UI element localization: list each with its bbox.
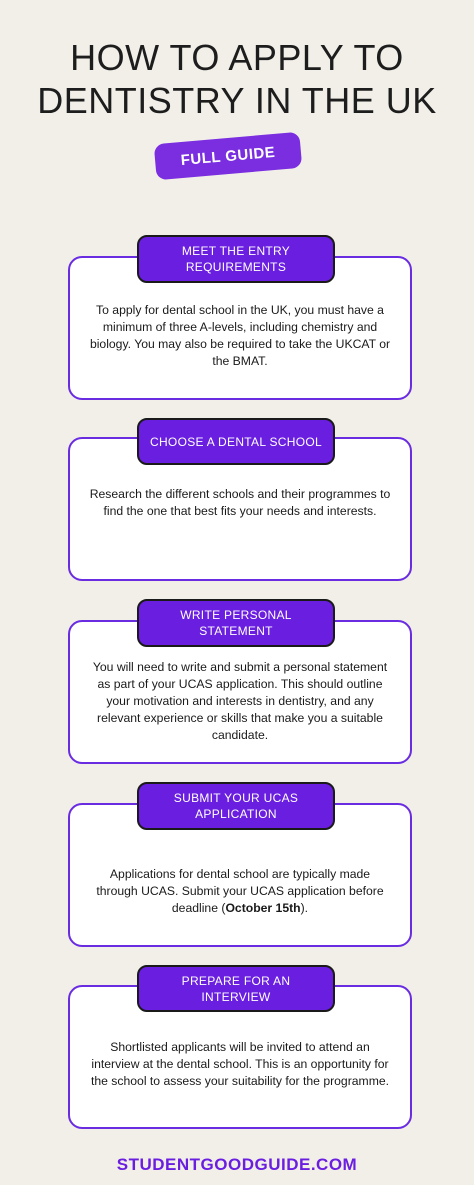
step-label-line-2: INTERVIEW [201,989,271,1004]
step-body [88,866,392,917]
step-label-line-1: MEET THE ENTRY [181,244,291,258]
step-label-ucas-application [137,782,335,830]
step-body-text: Applications for dental school are typically made through UCAS. Submit your UCAS application before deadline ( [96,867,384,915]
step-body: You will need to write and submit a personal statement as part of your UCAS application. This should outline your motivation and interests in dentistry, and any relevant experience or skills that make you a suitable candidate. [92,660,388,742]
step-label-line-1: PREPARE FOR AN [181,973,291,988]
step-label-interview [137,965,335,1012]
step-label-personal-statement [137,599,335,647]
step-body: Shortlisted applicants will be invited to attend an interview at the dental school. This is an opportunity for the school to assess your suitability for the programme. [90,1040,390,1088]
step-body: Research the different schools and their programmes to find the one that best fits your needs and interests. [89,487,391,518]
step-label-line-2: STATEMENT [199,624,273,638]
step-label-entry-requirements [137,235,335,283]
title-line-2: DENTISTRY IN THE UK [37,80,437,121]
website-footer: STUDENTGOODGUIDE.COM [116,1155,358,1174]
full-guide-badge: FULL GUIDE [154,132,303,181]
deadline-date: October 15th [225,901,301,915]
title-line-1: HOW TO APPLY TO [70,37,404,78]
step-label-line-2: APPLICATION [195,807,277,821]
step-label-line-1: WRITE PERSONAL [180,608,292,622]
page-title [0,36,474,122]
step-label-line-2: REQUIREMENTS [185,260,287,274]
step-label-line-1: CHOOSE A DENTAL SCHOOL [150,434,322,449]
step-body-text-end: ). [300,901,309,915]
step-label-dental-school [137,418,335,465]
step-label-line-1: SUBMIT YOUR UCAS [173,791,299,805]
step-body: To apply for dental school in the UK, you must have a minimum of three A-levels, including chemistry and biology. You may also be required to take the UKCAT or the BMAT. [89,303,391,368]
